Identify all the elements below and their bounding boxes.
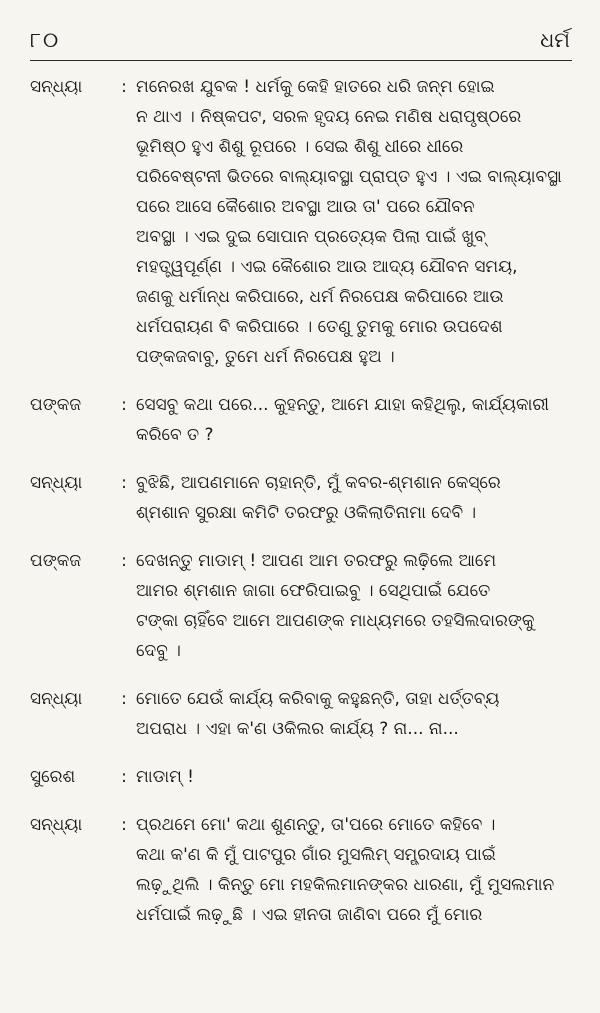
speech-line: ଅବସ୍ଥା । ଏଇ ଦୁଇ ସୋପାନ ପ୍ରତ୍ୟେକ ପିଲା ପାଇଁ ଖୁବ୍: [136, 227, 486, 247]
speech-line: ନ ଥାଏ । ନିଷ୍କପଟ, ସରଳ ହୃଦୟ ନେଇ ମଣିଷ ଧରାପୃଷ୍ଠରେ: [136, 107, 522, 127]
speaker-name: ସୁରେଶ: [30, 767, 76, 787]
speech-line: ଦେଖନ୍ତୁ ମାଡାମ୍ ! ଆପଣ ଆମ ତରଫରୁ ଲଢ଼ିଲେ ଆମେ: [136, 551, 497, 571]
dialogue-entry: [30, 762, 575, 792]
speaker-name: ପଙ୍କଜ: [30, 551, 82, 571]
speech-line: ପରିବେଷ୍ଟନୀ ଭିତରେ ବାଲ୍ୟାବସ୍ଥା ପ୍ରାପ୍ତ ହୁଏ । ଏଇ ବାଲ୍ୟାବସ୍ଥା: [136, 167, 562, 187]
dialogue-entry: [30, 546, 575, 666]
speech-line: ମନେରଖ ଯୁବକ ! ଧର୍ମକୁ କେହି ହାତରେ ଧରି ଜନ୍ମ ହୋଇ: [136, 77, 495, 97]
page-header: [30, 22, 570, 60]
speech-text: [136, 684, 575, 744]
dialogue-text: [30, 72, 575, 948]
speech-line: ପରେ ଆସେ କୈଶୋର ଅବସ୍ଥା ଆଉ ତା' ପରେ ଯୌବନ: [136, 197, 475, 217]
dialogue-entry: [30, 810, 575, 930]
speaker-name: ସନ୍ଧ୍ୟା: [30, 473, 83, 493]
speech-line: ଧର୍ମପରାୟଣ ବି କରିପାରେ । ତେଣୁ ତୁମକୁ ମୋର ଉପଦେଶ: [136, 317, 503, 337]
running-title: ଧର୍ମ: [540, 28, 570, 52]
speaker-name: ସନ୍ଧ୍ୟା: [30, 815, 83, 835]
dialogue-entry: [30, 72, 575, 372]
speech-line: ସେସବୁ କଥା ପରେ... କୁହନ୍ତୁ, ଆମେ ଯାହା କହିଥିଲୁ, କାର୍ଯ୍ୟକାରୀ: [136, 395, 550, 415]
speech-line: ଆମର ଶ୍ମଶାନ ଜାଗା ଫେରିପାଇବୁ । ସେଥିପାଇଁ ଯେତେ: [136, 581, 491, 601]
speaker-colon: :: [121, 815, 127, 835]
dialogue-entry: [30, 468, 575, 528]
speaker-name: ସନ୍ଧ୍ୟା: [30, 77, 83, 97]
speaker-colon: :: [121, 767, 127, 787]
page-number: ୮୦: [30, 28, 61, 52]
dialogue-entry: [30, 684, 575, 744]
speech-line: ବୁଝିଛି, ଆପଣମାନେ ଚାହାନ୍ତି, ମୁଁ କବର-ଶ୍ମଶାନ କେସ୍‌ରେ: [136, 473, 501, 493]
speaker-name: ପଙ୍କଜ: [30, 395, 82, 415]
speaker-colon: :: [121, 77, 127, 97]
speech-line: କରିବେ ତ ?: [136, 425, 214, 445]
speech-line: ପ୍ରଥମେ ମୋ' କଥା ଶୁଣନ୍ତୁ, ତା'ପରେ ମୋତେ କହିବେ ।: [136, 815, 496, 835]
speaker-colon: :: [121, 395, 127, 415]
speech-line: ଜଣକୁ ଧର୍ମାନ୍ଧ କରିପାରେ, ଧର୍ମ ନିରପେକ୍ଷ କରିପାରେ ଆଉ: [136, 287, 504, 307]
speech-line: ଭୂମିଷ୍ଠ ହୁଏ ଶିଶୁ ରୂପରେ । ସେଇ ଶିଶୁ ଧୀରେ ଧୀରେ: [136, 137, 464, 157]
speech-line: କଥା କ'ଣ କି ମୁଁ ପାଟପୁର ଗାଁର ମୁସଲିମ୍ ସମ୍ପ୍ରଦାୟ ପାଇଁ: [136, 845, 496, 865]
speaker-colon: :: [121, 689, 127, 709]
speech-line: ଶ୍ମଶାନ ସୁରକ୍ଷା କମିଟି ତରଫରୁ ଓକିଲାତିନାମା ଦେବି ।: [136, 503, 477, 523]
speech-text: [136, 72, 575, 372]
header-divider: [30, 60, 572, 61]
speech-text: [136, 762, 575, 792]
speech-line: ଧର୍ମପାଇଁ ଲଢ଼ୁଛି । ଏଇ ହୀନତା ଜାଣିବା ପରେ ମୁଁ ମୋର: [136, 905, 483, 925]
speaker-colon: :: [121, 551, 127, 571]
speech-line: ମହତ୍ତ୍ୱପୂର୍ଣ୍ଣ । ଏଇ କୈଶୋର ଆଉ ଆଦ୍ୟ ଯୌବନ ସମୟ,: [136, 257, 518, 277]
dialogue-entry: [30, 390, 575, 450]
speech-text: [136, 810, 575, 930]
speech-line: ଅପରାଧ । ଏହା କ'ଣ ଓକିଲର କାର୍ଯ୍ୟ ? ନା... ନା...: [136, 719, 459, 739]
speaker-colon: :: [121, 473, 127, 493]
speech-line: ମୋତେ ଯେଉଁ କାର୍ଯ୍ୟ କରିବାକୁ କହୁଛନ୍ତି, ତାହା ଧର୍ତ୍ତବ୍ୟ: [136, 689, 500, 709]
speech-line: ଲଢ଼ୁଥିଲି । କିନ୍ତୁ ମୋ ମହକିଲମାନଙ୍କର ଧାରଣା, ମୁଁ ମୁସଲମାନ: [136, 875, 555, 895]
speech-line: ମାଡାମ୍ !: [136, 767, 194, 787]
speech-line: ଦେବୁ ।: [136, 641, 181, 661]
speaker-name: ସନ୍ଧ୍ୟା: [30, 689, 83, 709]
speech-text: [136, 546, 575, 666]
speech-line: ଟଙ୍କା ଚାହିଁବେ ଆମେ ଆପଣଙ୍କ ମାଧ୍ୟମରେ ତହସିଲଦାରଙ୍କୁ: [136, 611, 535, 631]
speech-line: ପଙ୍କଜବାବୁ, ତୁମେ ଧର୍ମ ନିରପେକ୍ଷ ହୁଅ ।: [136, 347, 395, 367]
speech-text: [136, 468, 575, 528]
speech-text: [136, 390, 575, 450]
